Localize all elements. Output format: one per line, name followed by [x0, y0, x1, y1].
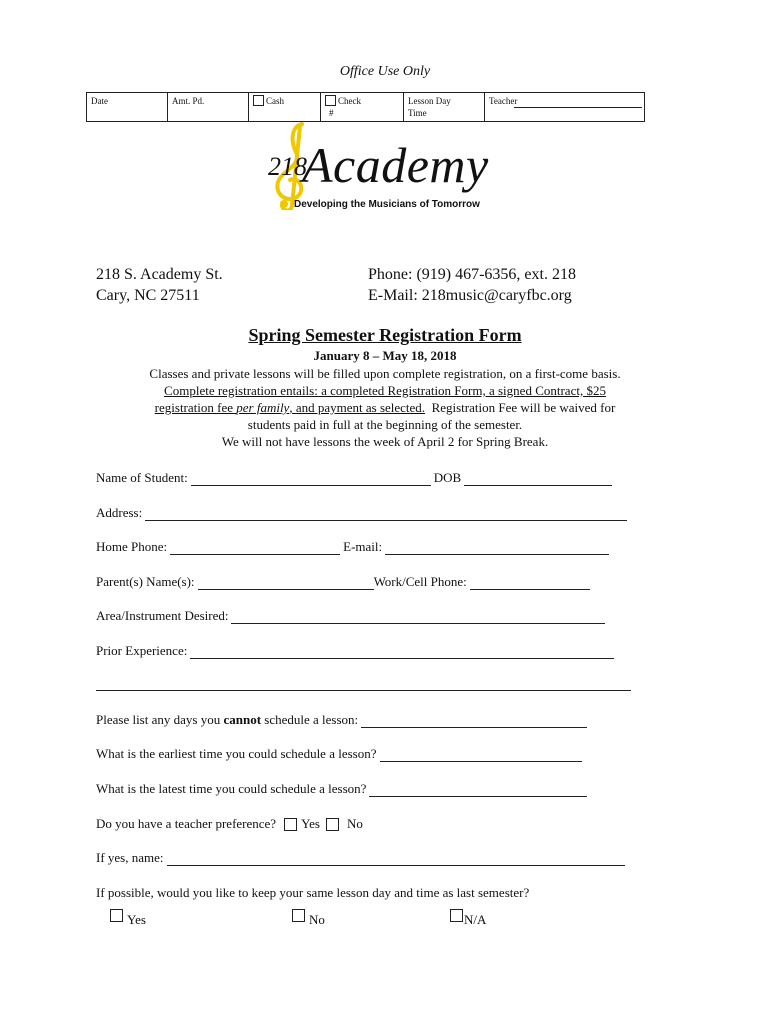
address-street: 218 S. Academy St. [96, 266, 223, 283]
teacher-name-field[interactable] [167, 853, 625, 866]
teacher-preference-row [96, 816, 363, 832]
office-date-cell[interactable] [87, 93, 168, 122]
earliest-time-label: What is the earliest time you could schedule a lesson? [96, 746, 377, 761]
intro-line-3 [90, 399, 680, 416]
cannot-days-label: Please list any days you cannot schedule a lesson: [96, 712, 359, 727]
teacher-preference-label: Do you have a teacher preference? [96, 816, 277, 831]
cannot-days-row [96, 712, 590, 728]
address-city: Cary, NC 27511 [96, 287, 200, 304]
teacher-pref-no-checkbox[interactable] [326, 818, 339, 831]
office-use-title: Office Use Only [339, 64, 431, 79]
work-cell-label: Work/Cell Phone: [373, 574, 467, 589]
parents-row [96, 574, 593, 590]
check-checkbox[interactable] [325, 95, 336, 106]
student-name-field[interactable] [191, 473, 431, 486]
intro-line-2: Complete registration entails: a completed Registration Form, a signed Contract, $25 [164, 383, 606, 398]
intro-fee-a: registration fee [154, 400, 237, 415]
logo-number: 218 [268, 152, 307, 181]
office-lesson-label: Lesson Day [408, 96, 451, 106]
address-field[interactable] [145, 508, 627, 521]
office-amt-label: Amt. Pd. [172, 96, 205, 106]
prior-experience-row [96, 643, 617, 659]
keep-same-no-label: No [309, 912, 325, 927]
teacher-line [514, 107, 642, 108]
email-field[interactable] [385, 542, 609, 555]
cannot-days-field[interactable] [361, 715, 587, 728]
intro-text [90, 365, 680, 450]
address-row [96, 505, 630, 521]
academy-logo [262, 126, 522, 216]
contact-email[interactable]: E-Mail: 218music@caryfbc.org [368, 287, 572, 304]
keep-same-no-checkbox[interactable] [292, 909, 305, 922]
prior-experience-label: Prior Experience: [96, 643, 188, 658]
instrument-label: Area/Instrument Desired: [96, 608, 229, 623]
teacher-pref-yes-checkbox[interactable] [284, 818, 297, 831]
keep-same-na [450, 907, 487, 927]
home-phone-field[interactable] [170, 542, 340, 555]
contact-phone: Phone: (919) 467-6356, ext. 218 [368, 266, 576, 283]
office-teacher-label: Teacher [489, 96, 518, 106]
instrument-field[interactable] [231, 611, 605, 624]
earliest-time-row [96, 746, 585, 762]
contact-block [368, 264, 576, 306]
office-lesson-time-label: Time [408, 108, 427, 118]
student-name-label: Name of Student: [96, 470, 188, 485]
office-lesson-cell[interactable] [404, 93, 485, 122]
intro-line-5: We will not have lessons the week of April 2 for Spring Break. [221, 434, 549, 449]
email-label: E-mail: [343, 539, 383, 554]
address-label: Address: [96, 505, 143, 520]
earliest-time-field[interactable] [380, 749, 582, 762]
office-date-label: Date [91, 96, 108, 106]
logo-tagline: Developing the Musicians of Tomorrow [294, 199, 480, 210]
keep-same-row [96, 885, 529, 901]
semester-dates: January 8 – May 18, 2018 [313, 348, 457, 363]
latest-time-row [96, 781, 590, 797]
cash-checkbox[interactable] [253, 95, 264, 106]
form-title: Spring Semester Registration Form [248, 325, 522, 345]
work-cell-field[interactable] [470, 577, 590, 590]
student-name-row [96, 470, 615, 486]
keep-same-na-label: N/A [464, 912, 487, 927]
intro-fee-c: , and payment as selected. [289, 400, 426, 415]
teacher-name-label: If yes, name: [96, 850, 164, 865]
intro-line-4: students paid in full at the beginning of the semester. [247, 417, 523, 432]
office-cash-label: Cash [266, 96, 284, 106]
parents-field[interactable] [198, 577, 374, 590]
intro-fee-waived: Registration Fee will be waived for [425, 400, 616, 415]
parents-label: Parent(s) Name(s): [96, 574, 195, 589]
dob-label: DOB [433, 470, 462, 485]
keep-same-no [292, 907, 325, 927]
office-check-number-label: # [329, 108, 334, 118]
teacher-pref-yes-label: Yes [301, 816, 320, 831]
prior-experience-line-2[interactable] [96, 690, 631, 691]
keep-same-yes-checkbox[interactable] [110, 909, 123, 922]
keep-same-na-checkbox[interactable] [450, 909, 463, 922]
dob-field[interactable] [464, 473, 612, 486]
latest-time-label: What is the latest time you could schedule a lesson? [96, 781, 367, 796]
instrument-row [96, 608, 608, 624]
intro-line-1: Classes and private lessons will be filled upon complete registration, on a first-come basis. [149, 366, 621, 381]
teacher-name-row [96, 850, 628, 866]
latest-time-field[interactable] [369, 784, 587, 797]
address-block [96, 264, 223, 306]
logo-word: Academy [302, 137, 489, 193]
phone-row [96, 539, 612, 555]
keep-same-yes-label: Yes [127, 912, 146, 927]
teacher-pref-no-label: No [347, 816, 363, 831]
keep-same-label: If possible, would you like to keep your same lesson day and time as last semester? [96, 885, 530, 900]
keep-same-yes [110, 907, 146, 927]
intro-fee-per-family: per family [236, 400, 290, 415]
home-phone-label: Home Phone: [96, 539, 168, 554]
prior-experience-field[interactable] [190, 646, 614, 659]
office-check-label: Check [338, 96, 361, 106]
office-amt-cell[interactable] [168, 93, 249, 122]
